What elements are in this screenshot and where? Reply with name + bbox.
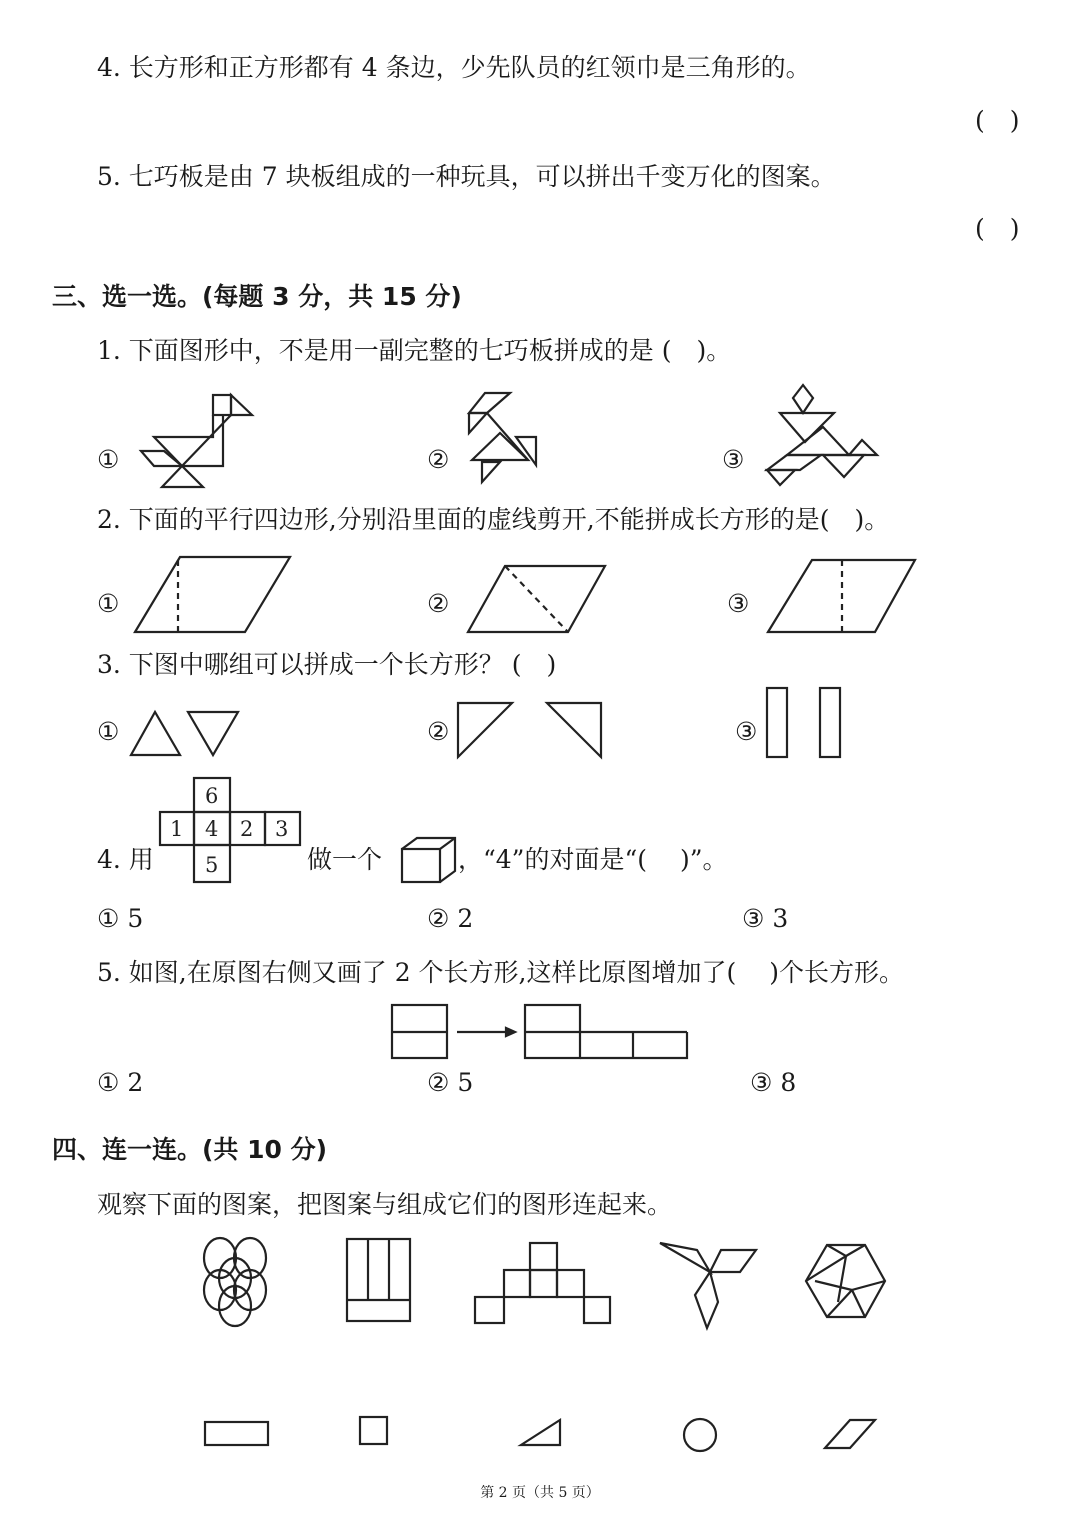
parallelogram-shape[interactable] [825,1420,875,1448]
option-label: ② [427,717,450,746]
parallelogram-2 [468,566,605,632]
rhombus-pattern [660,1243,756,1328]
answer-blank-q4[interactable]: ( ) [975,106,1020,135]
cube-icon [402,838,455,882]
choice-q5: 5. 如图,在原图右侧又画了 2 个长方形,这样比原图增加了( )个长方形。 [97,958,904,987]
parallelogram-1 [135,557,290,632]
option-label: ① [97,445,120,474]
net-face: 6 [205,784,219,808]
parallelogram-3 [768,560,915,632]
net-face: 1 [170,817,184,841]
choice-q3: 3. 下图中哪组可以拼成一个长方形？ ( ) [97,650,557,679]
choice-q4-prefix: 4. 用 [97,845,154,874]
rectangle-shape[interactable] [205,1422,268,1445]
option-label: ① 2 [97,1068,144,1097]
net-face: 4 [205,817,219,841]
choice-q4-suffix: ，“4”的对面是“( )”。 [458,845,728,874]
choice-q2: 2. 下面的平行四边形,分别沿里面的虚线剪开,不能拼成长方形的是( )。 [97,505,890,534]
page-footer: 第 2 页（共 5 页） [480,1485,600,1501]
answer-blank-q5[interactable]: ( ) [975,214,1020,243]
option-label: ③ [735,717,758,746]
option-label: ① 5 [97,904,144,933]
option-label: ③ [722,445,745,474]
triangle-shape[interactable] [521,1420,560,1445]
squares-pattern [475,1243,610,1323]
option-label: ③ 8 [750,1068,797,1097]
option-label: ② 5 [427,1068,474,1097]
option-label: ② 2 [427,904,474,933]
cube-net [160,778,300,882]
net-face: 3 [275,817,289,841]
square-shape[interactable] [360,1417,387,1444]
choice-q1: 1. 下面图形中，不是用一副完整的七巧板拼成的是 ( )。 [97,336,732,365]
section-heading-match: 四、连一连。(共 10 分) [52,1135,328,1164]
true-false-q5: 5. 七巧板是由 7 块板组成的一种玩具，可以拼出千变万化的图案。 [97,162,836,191]
rectangles-pattern [347,1239,410,1321]
rectangle-pair [767,688,840,757]
section-heading-choice: 三、选一选。(每题 3 分，共 15 分) [52,282,462,311]
circles-pattern [204,1238,266,1326]
option-label: ② [427,445,450,474]
true-false-q4: 4. 长方形和正方形都有 4 条边，少先队员的红领巾是三角形的。 [97,53,811,82]
triangle-pair [131,712,238,755]
choice-q4-mid: 做一个 [307,845,383,874]
hexagon-pattern [806,1245,885,1317]
net-face: 2 [240,817,254,841]
option-label: ① [97,717,120,746]
circle-shape[interactable] [684,1419,716,1451]
match-instruction: 观察下面的图案，把图案与组成它们的图形连起来。 [97,1190,673,1219]
option-label: ① [97,589,120,618]
option-label: ③ 3 [742,904,789,933]
option-label: ③ [727,589,750,618]
tangram-figure [767,385,877,485]
right-triangle-pair [458,703,601,757]
tangram-goose [141,395,252,487]
net-face: 5 [205,853,219,877]
tangram-rabbit [469,393,536,482]
option-label: ② [427,589,450,618]
rectangle-diagram [392,1005,687,1058]
